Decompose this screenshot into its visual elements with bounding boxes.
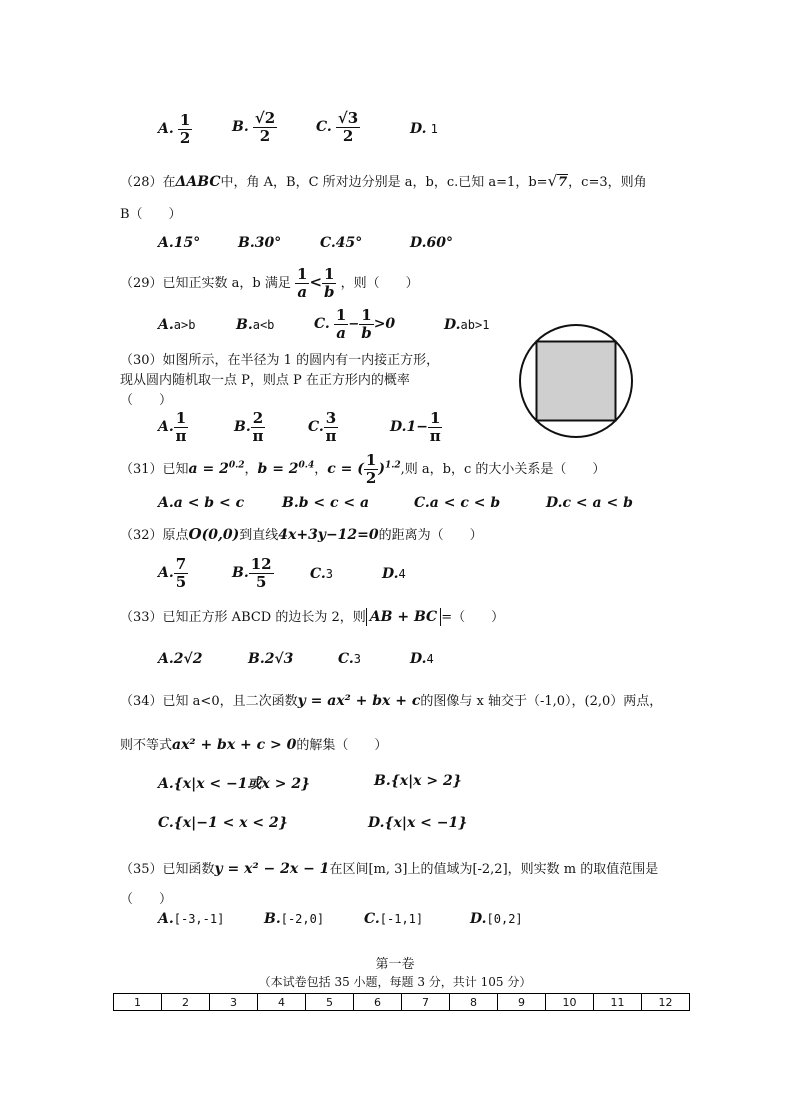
circle-square-figure [516,322,636,440]
q27-option-c [316,110,360,145]
fraction: $\frac{1}{b}$ [324,265,335,301]
q29-stem: （29）已知正实数 a，b 满足 $\frac{1}{a}$ < $\frac{1}{b}$ ，则（ ） [120,265,419,301]
q35-option-a: A.[-3,-1] [158,911,225,927]
q33-option-b: B.2√3 [248,651,294,667]
q30-options [158,410,478,450]
q32-option-b: B. $\frac{12}{5}$ [232,555,272,591]
q30-option-b: B. $\frac{2}{\pi}$ [234,409,264,445]
answer-cell: 9 [498,994,546,1011]
q28-option-a: A.15° [158,235,201,251]
answer-cell: 2 [162,994,210,1011]
option-label: D. [410,121,427,137]
q34-option-c: C.{x|−1 < x < 2} [158,815,288,831]
answer-table [113,993,690,1011]
q29-options [158,307,558,347]
q32-stem: （32）原点O(0,0)到直线4x+3y−12=0的距离为（ ） [120,525,483,543]
fraction: $\frac{1}{a}$ [297,265,308,301]
q32-option-d: D.4 [382,566,406,582]
q30-option-a: A. $\frac{1}{\pi}$ [158,409,187,445]
q31-option-c: C.a < c < b [414,495,501,511]
answer-cell: 7 [402,994,450,1011]
answer-cell: 12 [642,994,690,1011]
answer-cell: 3 [210,994,258,1011]
triangle-abc: ΔABC [175,174,221,190]
q33-option-a: A.2√2 [158,651,203,667]
q28-stem: （28）在ΔABC中，角 A，B，C 所对边分别是 a，b，c.已知 a=1，b=√7，c=3，则角 [120,172,647,190]
q32-options [158,556,458,596]
answer-cell: 4 [258,994,306,1011]
q30-line2: 现从圆内随机取一点 P，则点 P 在正方形内的概率 [120,373,410,388]
q28-option-b: B.30° [238,235,282,251]
answer-cell: 6 [354,994,402,1011]
answer-cell: 1 [114,994,162,1011]
answer-cell: 8 [450,994,498,1011]
q34-option-b: B.{x|x > 2} [374,773,462,789]
q28-stem-cont: B（ ） [120,207,182,222]
q35-option-d: D.[0,2] [470,911,523,927]
q31-option-a: A.a < b < c [158,495,245,511]
q31-option-d: D.c < a < b [546,495,633,511]
q29-option-a: A.a>b [158,317,196,333]
section-subtitle: （本试卷包括 35 小题，每题 3 分，共计 105 分） [258,975,532,989]
q31-stem: （31）已知$a = 2^{0.2}$，$b = 2^{0.4}$，c = ( $\frac{1}{2}$ )$^{1.2}$,则 a，b，c 的大小关系是（ ） [120,451,606,487]
q27-option-b [232,110,277,145]
answer-cell: 5 [306,994,354,1011]
q34-stem: （34）已知 a<0，且二次函数y = ax² + bx + c的图像与 x 轴交于（-1,0），(2,0）两点， [120,693,663,709]
q27-option-a [158,112,192,147]
section-title: 第一卷 [375,957,415,972]
q30-line3: （ ） [120,393,173,408]
fraction: $\frac{1}{2}$ [179,111,191,147]
q33-option-c: C.3 [338,651,362,667]
q35-stem-cont: （ ） [120,892,173,907]
option-label: A. [158,121,174,137]
q34-option-a: A.{x|x < −1或x > 2} [158,776,311,792]
q33-option-d: D.4 [410,651,434,667]
q30-line1: （30）如图所示，在半径为 1 的圆内有一内接正方形， [120,353,440,368]
q35-option-b: B.[-2,0] [264,911,325,927]
inscribed-square [537,342,616,421]
q31-option-b: B.b < c < a [282,495,370,511]
option-value: 1 [430,122,438,136]
fraction: $\frac{√3}{2}$ [337,109,359,145]
q35-stem: （35）已知函数y = x² − 2x − 1在区间[m, 3]上的值域为[-2,2]，则实数 m 的取值范围是 [120,861,659,877]
q34-stem-cont: 则不等式ax² + bx + c > 0的解集（ ） [120,737,388,753]
q29-option-b: B.a<b [236,317,275,333]
answer-cell: 11 [594,994,642,1011]
q30-option-c: C. $\frac{3}{\pi}$ [308,409,337,445]
q34-option-d: D.{x|x < −1} [368,815,468,831]
q28-option-d: D.60° [410,235,453,251]
q27-option-d [410,121,438,137]
sqrt-7: 7 [558,175,568,190]
answer-cell: 10 [546,994,594,1011]
q33-stem: （33）已知正方形 ABCD 的边长为 2，则 AB + BC =（ ） [120,609,505,625]
q35-option-c: C.[-1,1] [364,911,424,927]
q29-option-c: C. $\frac{1}{a}$ − $\frac{1}{b}$ >0 [314,306,396,342]
q28-option-c: C.45° [320,235,363,251]
q29-option-d: D.ab>1 [444,317,490,333]
option-label: B. [232,119,249,135]
option-label: C. [316,119,332,135]
vector-magnitude: AB + BC [366,608,441,626]
q30-option-d: D.1− $\frac{1}{\pi}$ [390,409,441,445]
q32-option-a: A. $\frac{7}{5}$ [158,555,187,591]
table-row [114,994,690,1011]
q32-option-c: C.3 [310,566,334,582]
fraction: $\frac{√2}{2}$ [254,109,276,145]
